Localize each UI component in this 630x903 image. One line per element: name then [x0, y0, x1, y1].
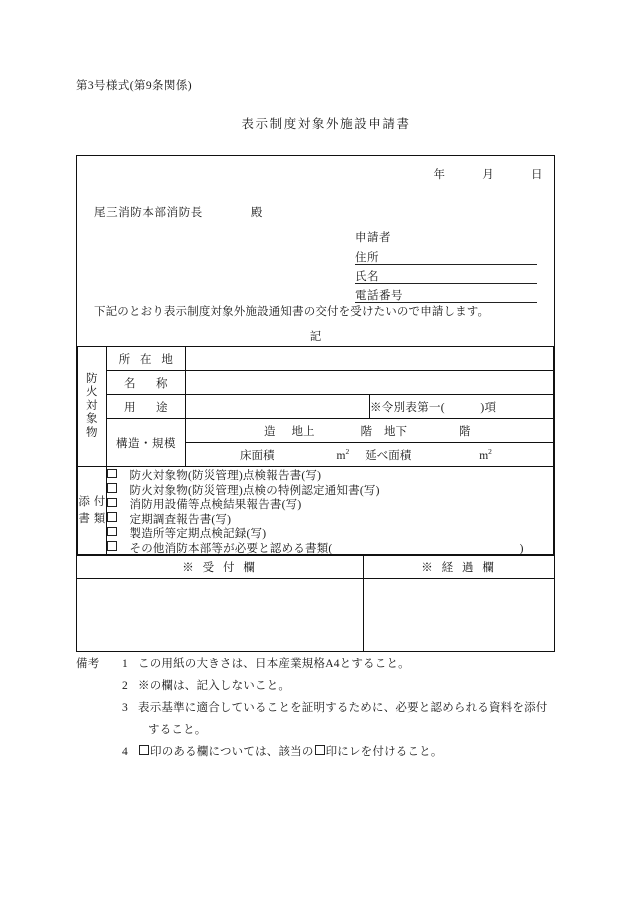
note-text: ※の欄は、記入しないこと。: [138, 680, 291, 692]
vlabel-char: 火: [86, 386, 98, 399]
table-row: [78, 371, 554, 395]
date-line: [434, 166, 544, 182]
vlabel-char: 付: [93, 495, 106, 508]
vlabel-char: 添: [78, 495, 91, 508]
list-item[interactable]: [107, 467, 553, 482]
ki-mark: 記: [309, 331, 322, 343]
progress-column-header: ※ 経 過 欄: [364, 556, 554, 579]
list-item-label: 消防用設備等点検結果報告書(写): [129, 499, 302, 511]
list-item-label: 定期調査報告書(写): [129, 513, 232, 526]
attachments-vertical-label: [78, 467, 107, 555]
checkbox-icon[interactable]: [107, 498, 117, 508]
vlabel-char: 象: [86, 413, 98, 426]
receipt-column-header: ※ 受 付 欄: [77, 556, 364, 579]
use-input[interactable]: [186, 395, 370, 419]
building-info-table: [77, 346, 554, 555]
note-text: この用紙の大きさは、日本産業規格A4とすること。: [138, 658, 410, 670]
vlabel-char: 対: [86, 399, 98, 412]
label-char: 所: [118, 353, 131, 366]
list-item[interactable]: [107, 482, 553, 497]
table-row: [78, 347, 554, 371]
total-area-label: 延べ面積: [365, 449, 412, 462]
body-sentence: 下記のとおり表示制度対象外施設通知書の交付を受けたいので申請します。: [94, 306, 490, 318]
table-row: [77, 556, 554, 579]
list-item[interactable]: [107, 525, 553, 540]
square-mark-icon: [139, 745, 149, 755]
label-char: 称: [156, 377, 168, 390]
building-vertical-label: [78, 347, 107, 467]
below-ground-label: 地下: [384, 425, 407, 438]
addressee-honorific: 殿: [250, 207, 264, 219]
structure-label: 構造・規模: [107, 419, 186, 467]
notes-heading: 備考: [76, 658, 100, 670]
label-char: 用: [124, 401, 136, 414]
note-text: 表示基準に適合していることを証明するために、必要と認められる資料を添付: [138, 702, 548, 714]
below-ground-floor-unit: 階: [459, 425, 471, 438]
use-label: [107, 395, 186, 419]
checkbox-icon[interactable]: [107, 512, 117, 522]
list-item-label: 防火対象物(防災管理)点検報告書(写): [129, 470, 322, 482]
vlabel-char: 類: [93, 512, 106, 525]
table-row: [77, 579, 554, 652]
form-frame: [76, 155, 555, 652]
note-number: 1: [122, 658, 128, 670]
above-ground-label: 地上: [291, 425, 315, 438]
applicant-address-field[interactable]: 住所: [355, 249, 537, 265]
note-number: 4: [122, 746, 128, 758]
applicant-name-field[interactable]: 氏名: [355, 268, 537, 284]
note-text: [138, 743, 576, 759]
above-ground-floor-unit: 階: [360, 425, 372, 438]
list-item-label: その他消防本部等が必要と認める書類( ): [129, 542, 524, 555]
checkbox-icon[interactable]: [107, 527, 117, 537]
applicant-title: 申請者: [355, 232, 391, 244]
list-item[interactable]: [107, 511, 553, 526]
label-char: 地: [161, 353, 174, 366]
table-row: [78, 467, 554, 555]
structure-area-row[interactable]: [186, 443, 554, 467]
office-use-table: [77, 555, 554, 651]
total-area-unit: $m^2$: [479, 447, 492, 462]
structure-floors-row[interactable]: [186, 419, 554, 443]
structure-zo-label: 造: [264, 425, 276, 438]
note-continuation: すること。: [148, 724, 207, 736]
form-code: 第3号様式(第9条関係): [76, 80, 192, 92]
vlabel-char: 書: [78, 512, 91, 525]
vlabel-char: 物: [86, 426, 98, 439]
checkbox-icon[interactable]: [107, 483, 117, 493]
document-title: 表示制度対象外施設申請書: [241, 117, 411, 131]
addressee-line: [94, 204, 263, 220]
applicant-block: [355, 229, 537, 303]
note-number: 2: [122, 680, 128, 692]
location-label: [107, 347, 186, 371]
table-row: [78, 419, 554, 443]
table-row: [78, 395, 554, 419]
label-char: 在: [139, 353, 152, 366]
notes-section: [76, 655, 576, 765]
month-label: 月: [482, 169, 495, 181]
label-char: 途: [156, 401, 168, 414]
list-item-label: 製造所等定期点検記録(写): [129, 528, 267, 540]
building-name-label: [107, 371, 186, 395]
list-item[interactable]: [107, 540, 553, 555]
note-row: [76, 655, 576, 677]
attachments-list: [107, 467, 554, 555]
note-row: [76, 677, 576, 699]
note-row: [76, 699, 576, 721]
checkbox-icon[interactable]: [107, 469, 117, 479]
building-name-input[interactable]: [186, 371, 554, 395]
square-mark-icon: [315, 745, 325, 755]
note-text-end: 印にレを付けること。: [325, 746, 443, 758]
list-item[interactable]: [107, 496, 553, 511]
year-label: 年: [433, 169, 446, 181]
label-char: 名: [124, 377, 136, 390]
checkbox-icon[interactable]: [107, 541, 117, 551]
applicant-phone-field[interactable]: 電話番号: [355, 287, 537, 303]
note-text-mid: 印のある欄については、該当の: [150, 746, 314, 758]
list-item-label: 防火対象物(防災管理)点検の特例認定通知書(写): [129, 484, 380, 497]
note-row: [76, 743, 576, 765]
location-input[interactable]: [186, 347, 554, 371]
use-ordinance-note[interactable]: ※令別表第一( )項: [370, 395, 554, 419]
floor-area-unit: $m^2$: [336, 447, 350, 462]
note-number: 3: [122, 702, 128, 714]
floor-area-label: 床面積: [240, 449, 275, 462]
day-label: 日: [531, 169, 543, 181]
vlabel-char: 防: [86, 372, 98, 385]
progress-column-body[interactable]: [364, 579, 554, 652]
receipt-column-body[interactable]: [77, 579, 364, 652]
addressee-name: 尾三消防本部消防長: [94, 207, 203, 219]
preamble-section: [77, 156, 554, 346]
